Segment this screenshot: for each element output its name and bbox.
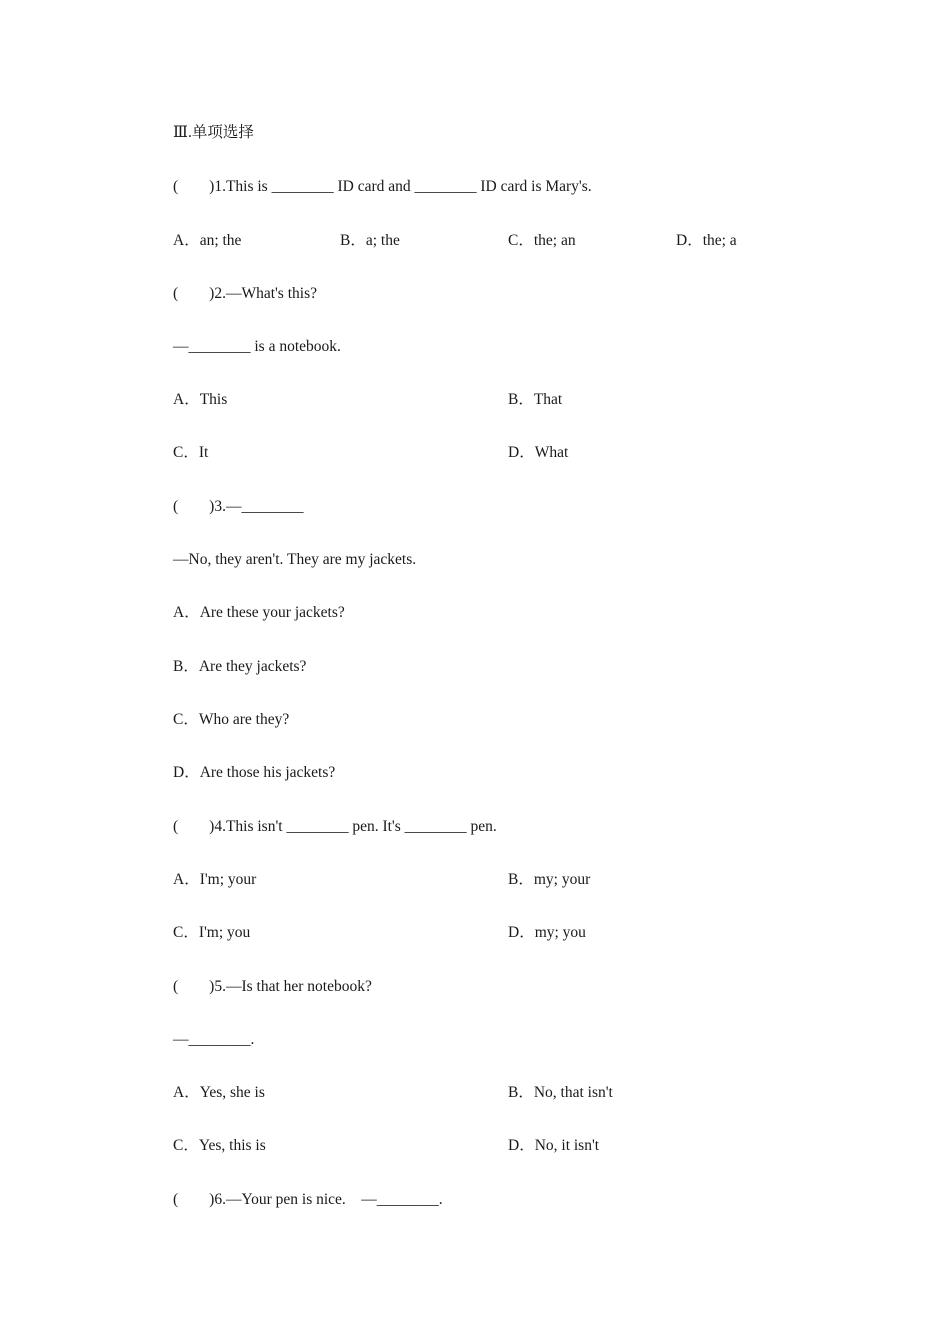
- question-4-option-a: A．I'm; your: [173, 871, 257, 888]
- question-2-option-d: D．What: [508, 444, 569, 461]
- question-3-option-a: A．Are these your jackets?: [173, 604, 345, 621]
- question-3-option-d: D．Are those his jackets?: [173, 764, 336, 781]
- question-5-option-d: D．No, it isn't: [508, 1137, 600, 1154]
- question-2-option-b: B．That: [508, 391, 563, 408]
- question-5-stem: ( )5.—Is that her notebook?: [173, 978, 372, 995]
- question-2-reply: —________ is a notebook.: [173, 338, 341, 355]
- question-4-option-d: D．my; you: [508, 924, 586, 941]
- question-4-option-c: C．I'm; you: [173, 924, 251, 941]
- question-2-option-c: C．It: [173, 444, 209, 461]
- question-1-option-d: D．the; a: [676, 232, 737, 249]
- question-1-option-a: A．an; the: [173, 232, 242, 249]
- question-1-stem: ( )1.This is ________ ID card and ________ ID card is Mary's.: [173, 178, 592, 195]
- question-1-option-c: C．the; an: [508, 232, 576, 249]
- question-6-stem: ( )6.—Your pen is nice. —________.: [173, 1191, 443, 1208]
- question-4-option-b: B．my; your: [508, 871, 591, 888]
- question-3-option-b: B．Are they jackets?: [173, 658, 307, 675]
- question-5-option-a: A．Yes, she is: [173, 1084, 265, 1101]
- question-4-stem: ( )4.This isn't ________ pen. It's ________ pen.: [173, 818, 497, 835]
- question-3-reply: —No, they aren't. They are my jackets.: [173, 551, 417, 568]
- question-5-option-c: C．Yes, this is: [173, 1137, 266, 1154]
- question-2-option-a: A．This: [173, 391, 228, 408]
- question-1-option-b: B．a; the: [340, 232, 400, 249]
- question-5-option-b: B．No, that isn't: [508, 1084, 613, 1101]
- question-3-option-c: C．Who are they?: [173, 711, 290, 728]
- question-2-stem: ( )2.—What's this?: [173, 285, 317, 302]
- question-5-reply: —________.: [173, 1031, 255, 1048]
- section-title: Ⅲ.单项选择: [173, 124, 254, 141]
- question-3-stem: ( )3.—________: [173, 498, 304, 515]
